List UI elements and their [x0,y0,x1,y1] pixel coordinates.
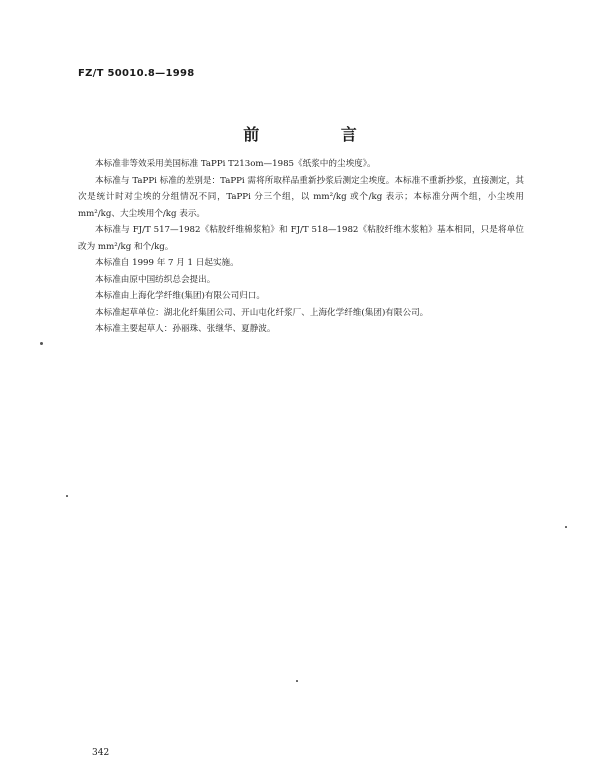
page-title: 前 言 [243,125,395,144]
standard-code-header: FZ/T 50010.8—1998 [78,68,195,79]
paragraph-drafting-units: 本标准起草单位：湖北化纤集团公司、开山屯化纤浆厂、上海化学纤维(集团)有限公司。 [95,307,429,318]
paragraph-drafters: 本标准主要起草人：孙丽珠、张继华、夏静波。 [95,324,276,334]
paragraph-administrator: 本标准由上海化学纤维(集团)有限公司归口。 [95,291,265,301]
document-body [78,156,524,338]
scan-speck [296,680,298,682]
scan-speck [40,342,43,345]
paragraph-equivalence: 本标准与 FJ/T 517—1982《粘胶纤维棉浆粕》和 FJ/T 518—1982《粘胶纤维木浆粕》基本相同，只是将单位改为 mm²/kg 和个/kg。 [78,225,524,252]
page-number: 342 [92,748,110,758]
paragraph-effective-date: 本标准自 1999 年 7 月 1 日起实施。 [95,258,239,268]
scan-speck [66,495,68,497]
paragraph-proposer: 本标准由原中国纺织总会提出。 [95,274,216,285]
paragraph-differences: 本标准与 TaPPi 标准的差别是：TaPPi 需将所取样品重新抄浆后测定尘埃度。本标准不重新抄浆，直接测定，其次是统计时对尘埃的分组情况不同，TaPPi 分三个组，以 mm²/kg 或个/kg 表示；本标准分两个组，小尘埃用 mm²/kg、大尘埃用个/kg 表示。 [78,175,524,219]
scan-speck [565,526,567,528]
paragraph-adoption: 本标准非等效采用美国标准 TaPPi T213om—1985《纸浆中的尘埃度》。 [95,159,376,169]
